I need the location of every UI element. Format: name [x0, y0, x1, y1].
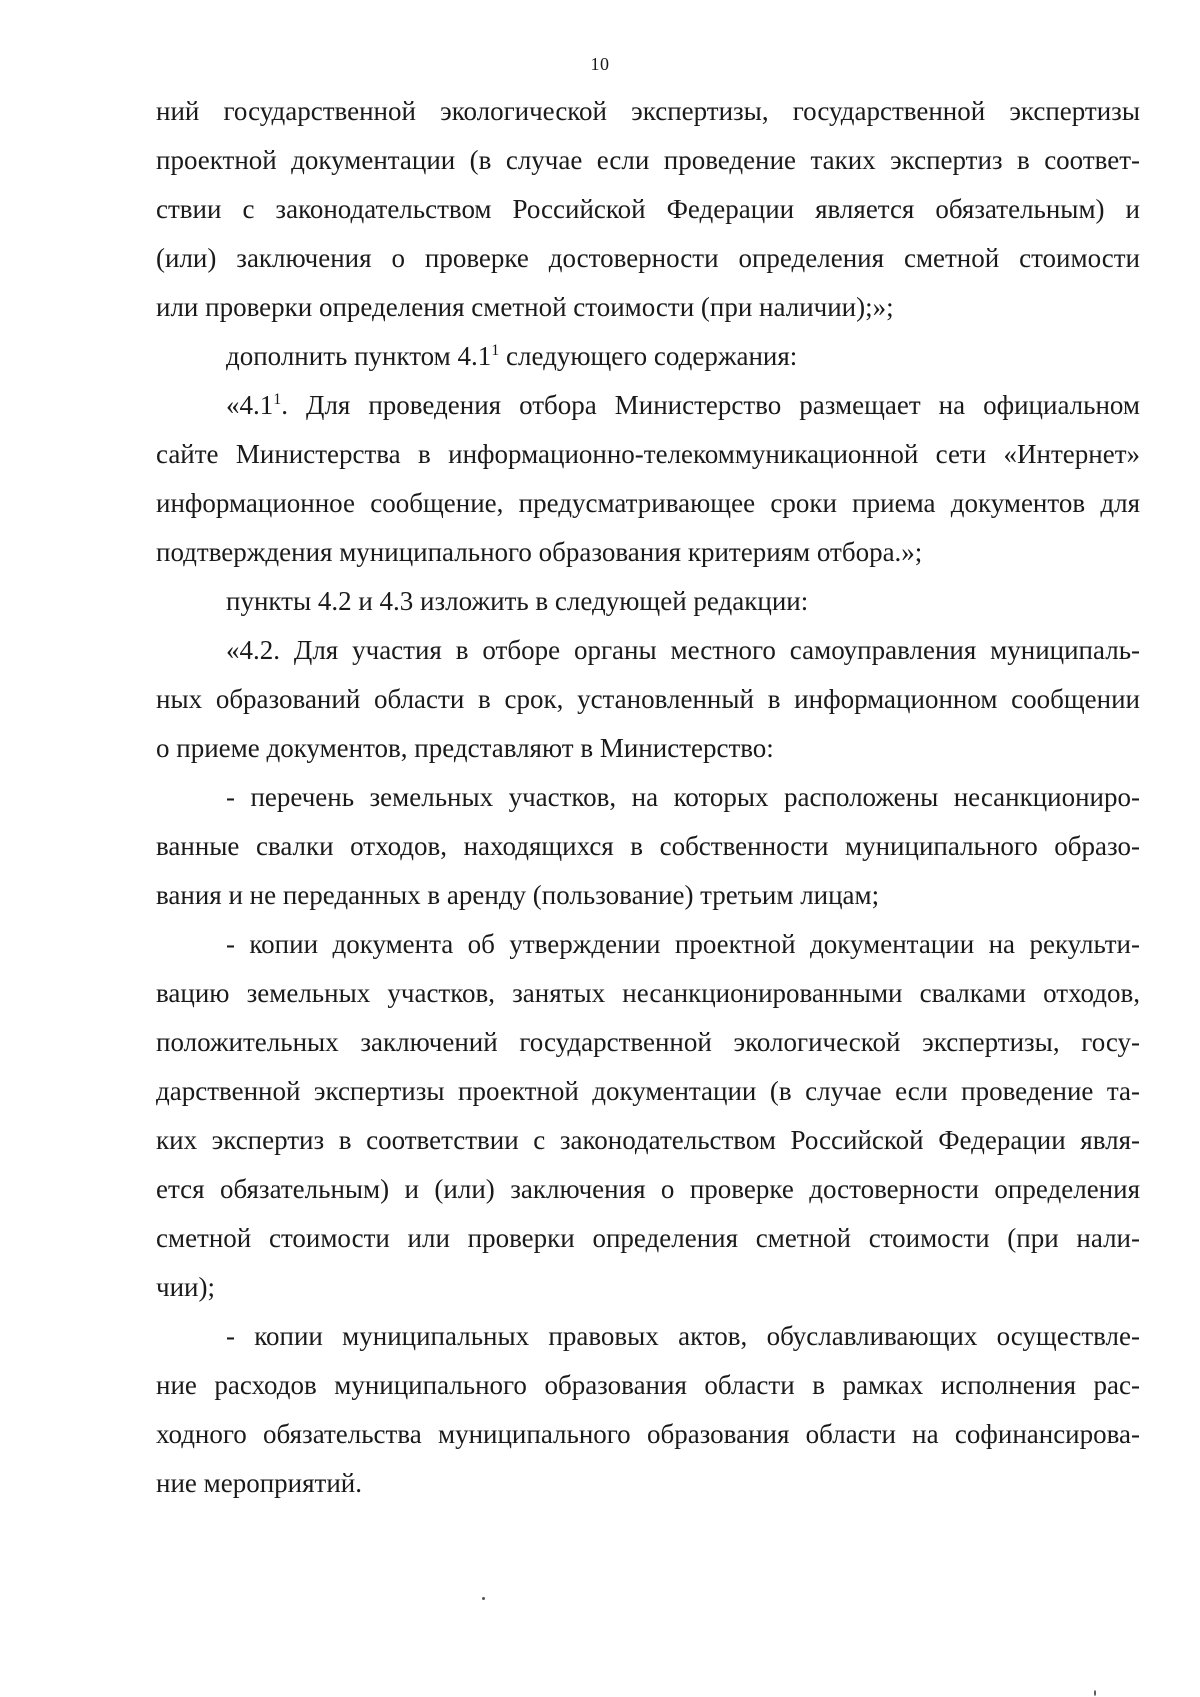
scan-speck	[482, 1597, 485, 1600]
text-line: ходного обязательства муниципального образования области на софинансирова-	[156, 1419, 1140, 1449]
text-line: - перечень земельных участков, на которых расположены несанкциониро-	[226, 782, 1140, 812]
text-line: проектной документации (в случае если проведение таких экспертиз в соответ-	[156, 145, 1140, 175]
scan-speck	[1094, 1690, 1096, 1696]
text-span: дополнить пунктом 4.1	[226, 341, 492, 371]
text-line: ние мероприятий.	[156, 1468, 362, 1498]
text-line: ний государственной экологической экспертизы, государственной экспертизы	[156, 96, 1140, 126]
text-line: - копии документа об утверждении проектной документации на рекульти-	[226, 929, 1140, 959]
text-line	[226, 388, 1140, 422]
text-span: «4.1	[226, 390, 274, 420]
text-line: подтверждения муниципального образования критериям отбора.»;	[156, 537, 923, 567]
text-line	[226, 339, 1140, 373]
text-line: - копии муниципальных правовых актов, обуславливающих осуществле-	[226, 1321, 1140, 1351]
text-line: дарственной экспертизы проектной документации (в случае если проведение та-	[156, 1076, 1140, 1106]
text-line: ких экспертиз в соответствии с законодательством Российской Федерации явля-	[156, 1125, 1140, 1155]
text-line: пункты 4.2 и 4.3 изложить в следующей редакции:	[226, 586, 809, 616]
text-line: «4.2. Для участия в отборе органы местного самоуправления муниципаль-	[226, 635, 1140, 665]
text-span: . Для проведения отбора Министерство размещает на официальном	[281, 390, 1140, 420]
text-line: чии);	[156, 1272, 215, 1302]
text-line: или проверки определения сметной стоимости (при наличии);»;	[156, 292, 894, 322]
superscript: 1	[273, 391, 282, 408]
text-line: (или) заключения о проверке достоверности определения сметной стоимости	[156, 243, 1140, 273]
text-line: положительных заключений государственной экологической экспертизы, госу-	[156, 1027, 1140, 1057]
text-line: ется обязательным) и (или) заключения о проверке достоверности определения	[156, 1174, 1140, 1204]
superscript: 1	[491, 342, 500, 359]
text-line: информационное сообщение, предусматривающее сроки приема документов для	[156, 488, 1140, 518]
text-line: вания и не переданных в аренду (пользование) третьим лицам;	[156, 880, 880, 910]
text-line: сметной стоимости или проверки определения сметной стоимости (при нали-	[156, 1223, 1140, 1253]
text-line: сайте Министерства в информационно-телекоммуникационной сети «Интернет»	[156, 439, 1140, 469]
text-line: ствии с законодательством Российской Федерации является обязательным) и	[156, 194, 1140, 224]
text-line: ние расходов муниципального образования области в рамках исполнения рас-	[156, 1370, 1140, 1400]
text-line: вацию земельных участков, занятых несанкционированными свалками отходов,	[156, 978, 1140, 1008]
text-line: ных образований области в срок, установленный в информационном сообщении	[156, 684, 1140, 714]
text-line: ванные свалки отходов, находящихся в собственности муниципального образо-	[156, 831, 1140, 861]
text-span: следующего содержания:	[499, 341, 798, 371]
text-line: о приеме документов, представляют в Министерство:	[156, 733, 774, 763]
page-number: 10	[590, 54, 610, 74]
